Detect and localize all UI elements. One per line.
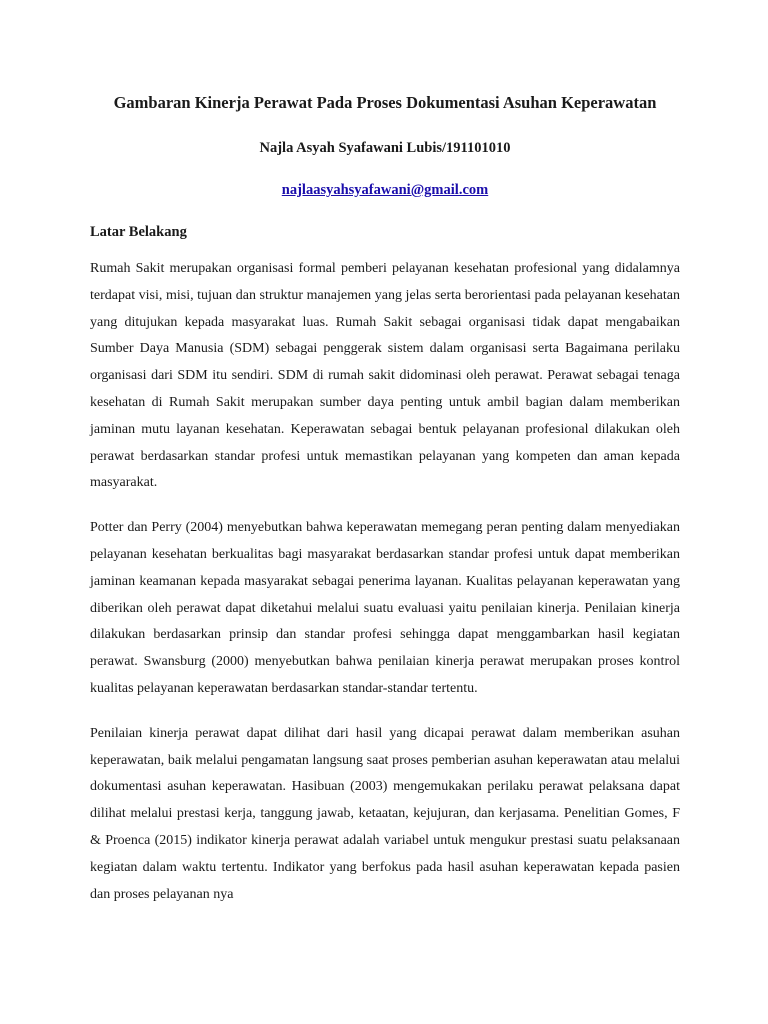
author-line: Najla Asyah Syafawani Lubis/191101010 <box>259 140 511 156</box>
email-link[interactable]: najlaasyahsyafawani@gmail.com <box>281 182 489 198</box>
section-heading: Latar Belakang <box>90 224 187 240</box>
body-text <box>90 256 680 908</box>
document-title: Gambaran Kinerja Perawat Pada Proses Dokumentasi Asuhan Keperawatan <box>113 93 657 112</box>
paragraph-2: Potter dan Perry (2004) menyebutkan bahwa keperawatan memegang peran penting dalam menyediakan pelayanan kesehatan berkualitas bagi masyarakat berdasarkan standar profesi untuk dapat memberikan jaminan keamanan kepada masyarakat sebagai penerima layanan. Kualitas pelayanan keperawatan yang diberikan oleh perawat dapat diketahui melalui suatu evaluasi yaitu penilaian kinerja. Penilaian kinerja dilakukan berdasarkan prinsip dan standar profesi sehingga dapat menggambarkan hasil kegiatan perawat. Swansburg (2000) menyebutkan bahwa penilaian kinerja perawat merupakan proses kontrol kualitas pelayanan keperawatan berdasarkan standar-standar tertentu. <box>90 520 680 696</box>
paragraph-3: Penilaian kinerja perawat dapat dilihat dari hasil yang dicapai perawat dalam memberikan asuhan keperawatan, baik melalui pengamatan langsung saat proses pemberian asuhan keperawatan atau melalui dokumentasi asuhan keperawatan. Hasibuan (2003) mengemukakan perilaku perawat pelaksana dapat dilihat melalui prestasi kerja, tanggung jawab, ketaatan, kejujuran, dan kerjasama. Penelitian Gomes, F & Proenca (2015) indikator kinerja perawat adalah variabel untuk mengukur prestasi suatu pelaksanaan kegiatan dalam waktu tertentu. Indikator yang berfokus pada hasil asuhan keperawatan kepada pasien dan proses pelayanan nya <box>90 725 680 902</box>
paragraph-1: Rumah Sakit merupakan organisasi formal pemberi pelayanan kesehatan profesional yang didalamnya terdapat visi, misi, tujuan dan struktur manajemen yang jelas serta berorientasi pada pelayanan kesehatan yang ditujukan kepada masyarakat luas. Rumah Sakit sebagai organisasi tidak dapat mengabaikan Sumber Daya Manusia (SDM) sebagai penggerak sistem dalam organisasi serta Bagaimana perilaku organisasi dari SDM itu sendiri. SDM di rumah sakit didominasi oleh perawat. Perawat sebagai tenaga kesehatan di Rumah Sakit merupakan sumber daya penting untuk ambil bagian dalam memberikan jaminan mutu layanan kesehatan. Keperawatan sebagai bentuk pelayanan profesional dilakukan oleh perawat berdasarkan standar profesi untuk memastikan pelayanan yang kompeten dan aman kepada masyarakat. <box>90 261 680 491</box>
email-line <box>90 180 680 200</box>
